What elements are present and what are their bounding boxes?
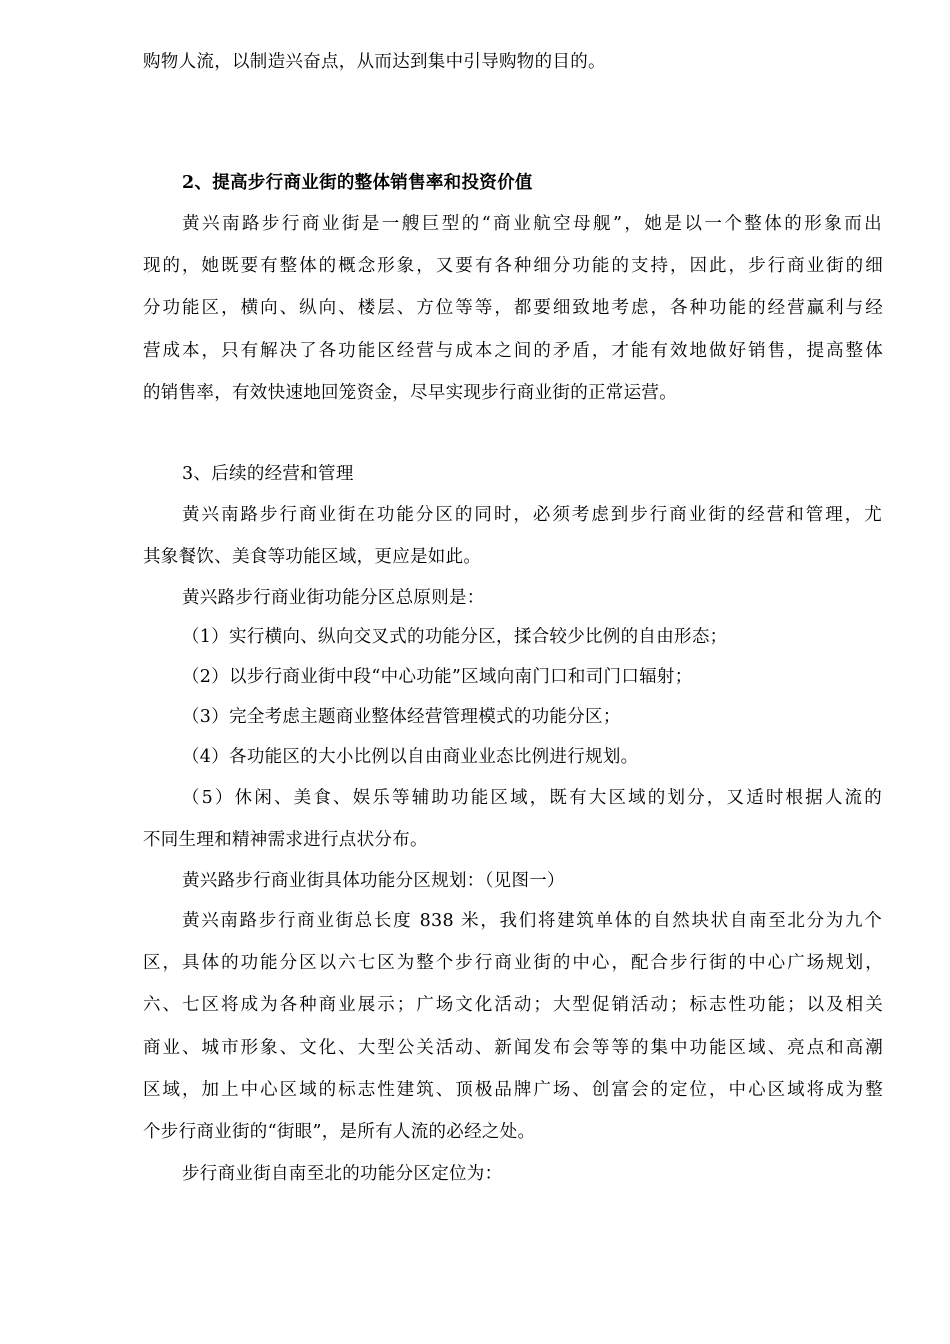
- section2-heading: 2、提高步行商业街的整体销售率和投资价值: [182, 173, 533, 193]
- plan-intro: 黄兴路步行商业街具体功能分区规划：（见图一）: [182, 871, 565, 891]
- plan-line: 商业、城市形象、文化、大型公关活动、新闻发布会等等的集中功能区域、亮点和高潮: [143, 1038, 883, 1058]
- principle-item: （4）各功能区的大小比例以自由商业业态比例进行规划。: [182, 747, 639, 767]
- principle-item: （1）实行横向、纵向交叉式的功能分区，揉合较少比例的自由形态；: [182, 627, 728, 647]
- section3-line: 其象餐饮、美食等功能区域，更应是如此。: [143, 547, 482, 567]
- section3-line: 黄兴南路步行商业街在功能分区的同时，必须考虑到步行商业街的经营和管理，尤: [182, 505, 882, 525]
- plan-line: 黄兴南路步行商业街总长度 838 米，我们将建筑单体的自然块状自南至北分为九个: [182, 911, 882, 931]
- section2-line: 营成本，只有解决了各功能区经营与成本之间的矛盾，才能有效地做好销售，提高整体: [143, 341, 883, 361]
- section2-line: 黄兴南路步行商业街是一艘巨型的“商业航空母舰”，她是以一个整体的形象而出: [182, 214, 882, 234]
- principle-item: 不同生理和精神需求进行点状分布。: [143, 830, 428, 850]
- intro-tail-line: 购物人流，以制造兴奋点，从而达到集中引导购物的目的。: [143, 52, 606, 72]
- plan-line: 六、七区将成为各种商业展示；广场文化活动；大型促销活动；标志性功能；以及相关: [143, 995, 883, 1015]
- plan-line: 个步行商业街的“街眼”，是所有人流的必经之处。: [143, 1122, 536, 1142]
- closing-line: 步行商业街自南至北的功能分区定位为：: [182, 1164, 503, 1184]
- section2-line: 的销售率，有效快速地回笼资金，尽早实现步行商业街的正常运营。: [143, 383, 677, 403]
- principle-item: （2）以步行商业街中段“中心功能”区域向南门口和司门口辐射；: [182, 667, 693, 687]
- plan-line: 区，具体的功能分区以六七区为整个步行商业街的中心，配合步行街的中心广场规划，: [143, 953, 883, 973]
- principles-intro: 黄兴路步行商业街功能分区总原则是：: [182, 588, 485, 608]
- section2-line: 现的，她既要有整体的概念形象，又要有各种细分功能的支持，因此，步行商业街的细: [143, 256, 883, 276]
- principle-item: （5）休闲、美食、娱乐等辅助功能区域，既有大区域的划分，又适时根据人流的: [182, 788, 882, 808]
- principle-item: （3）完全考虑主题商业整体经营管理模式的功能分区；: [182, 707, 621, 727]
- section3-heading: 3、后续的经营和管理: [182, 464, 354, 484]
- plan-line: 区域，加上中心区域的标志性建筑、顶极品牌广场、创富会的定位，中心区域将成为整: [143, 1080, 883, 1100]
- section2-line: 分功能区，横向、纵向、楼层、方位等等，都要细致地考虑，各种功能的经营赢利与经: [143, 298, 883, 318]
